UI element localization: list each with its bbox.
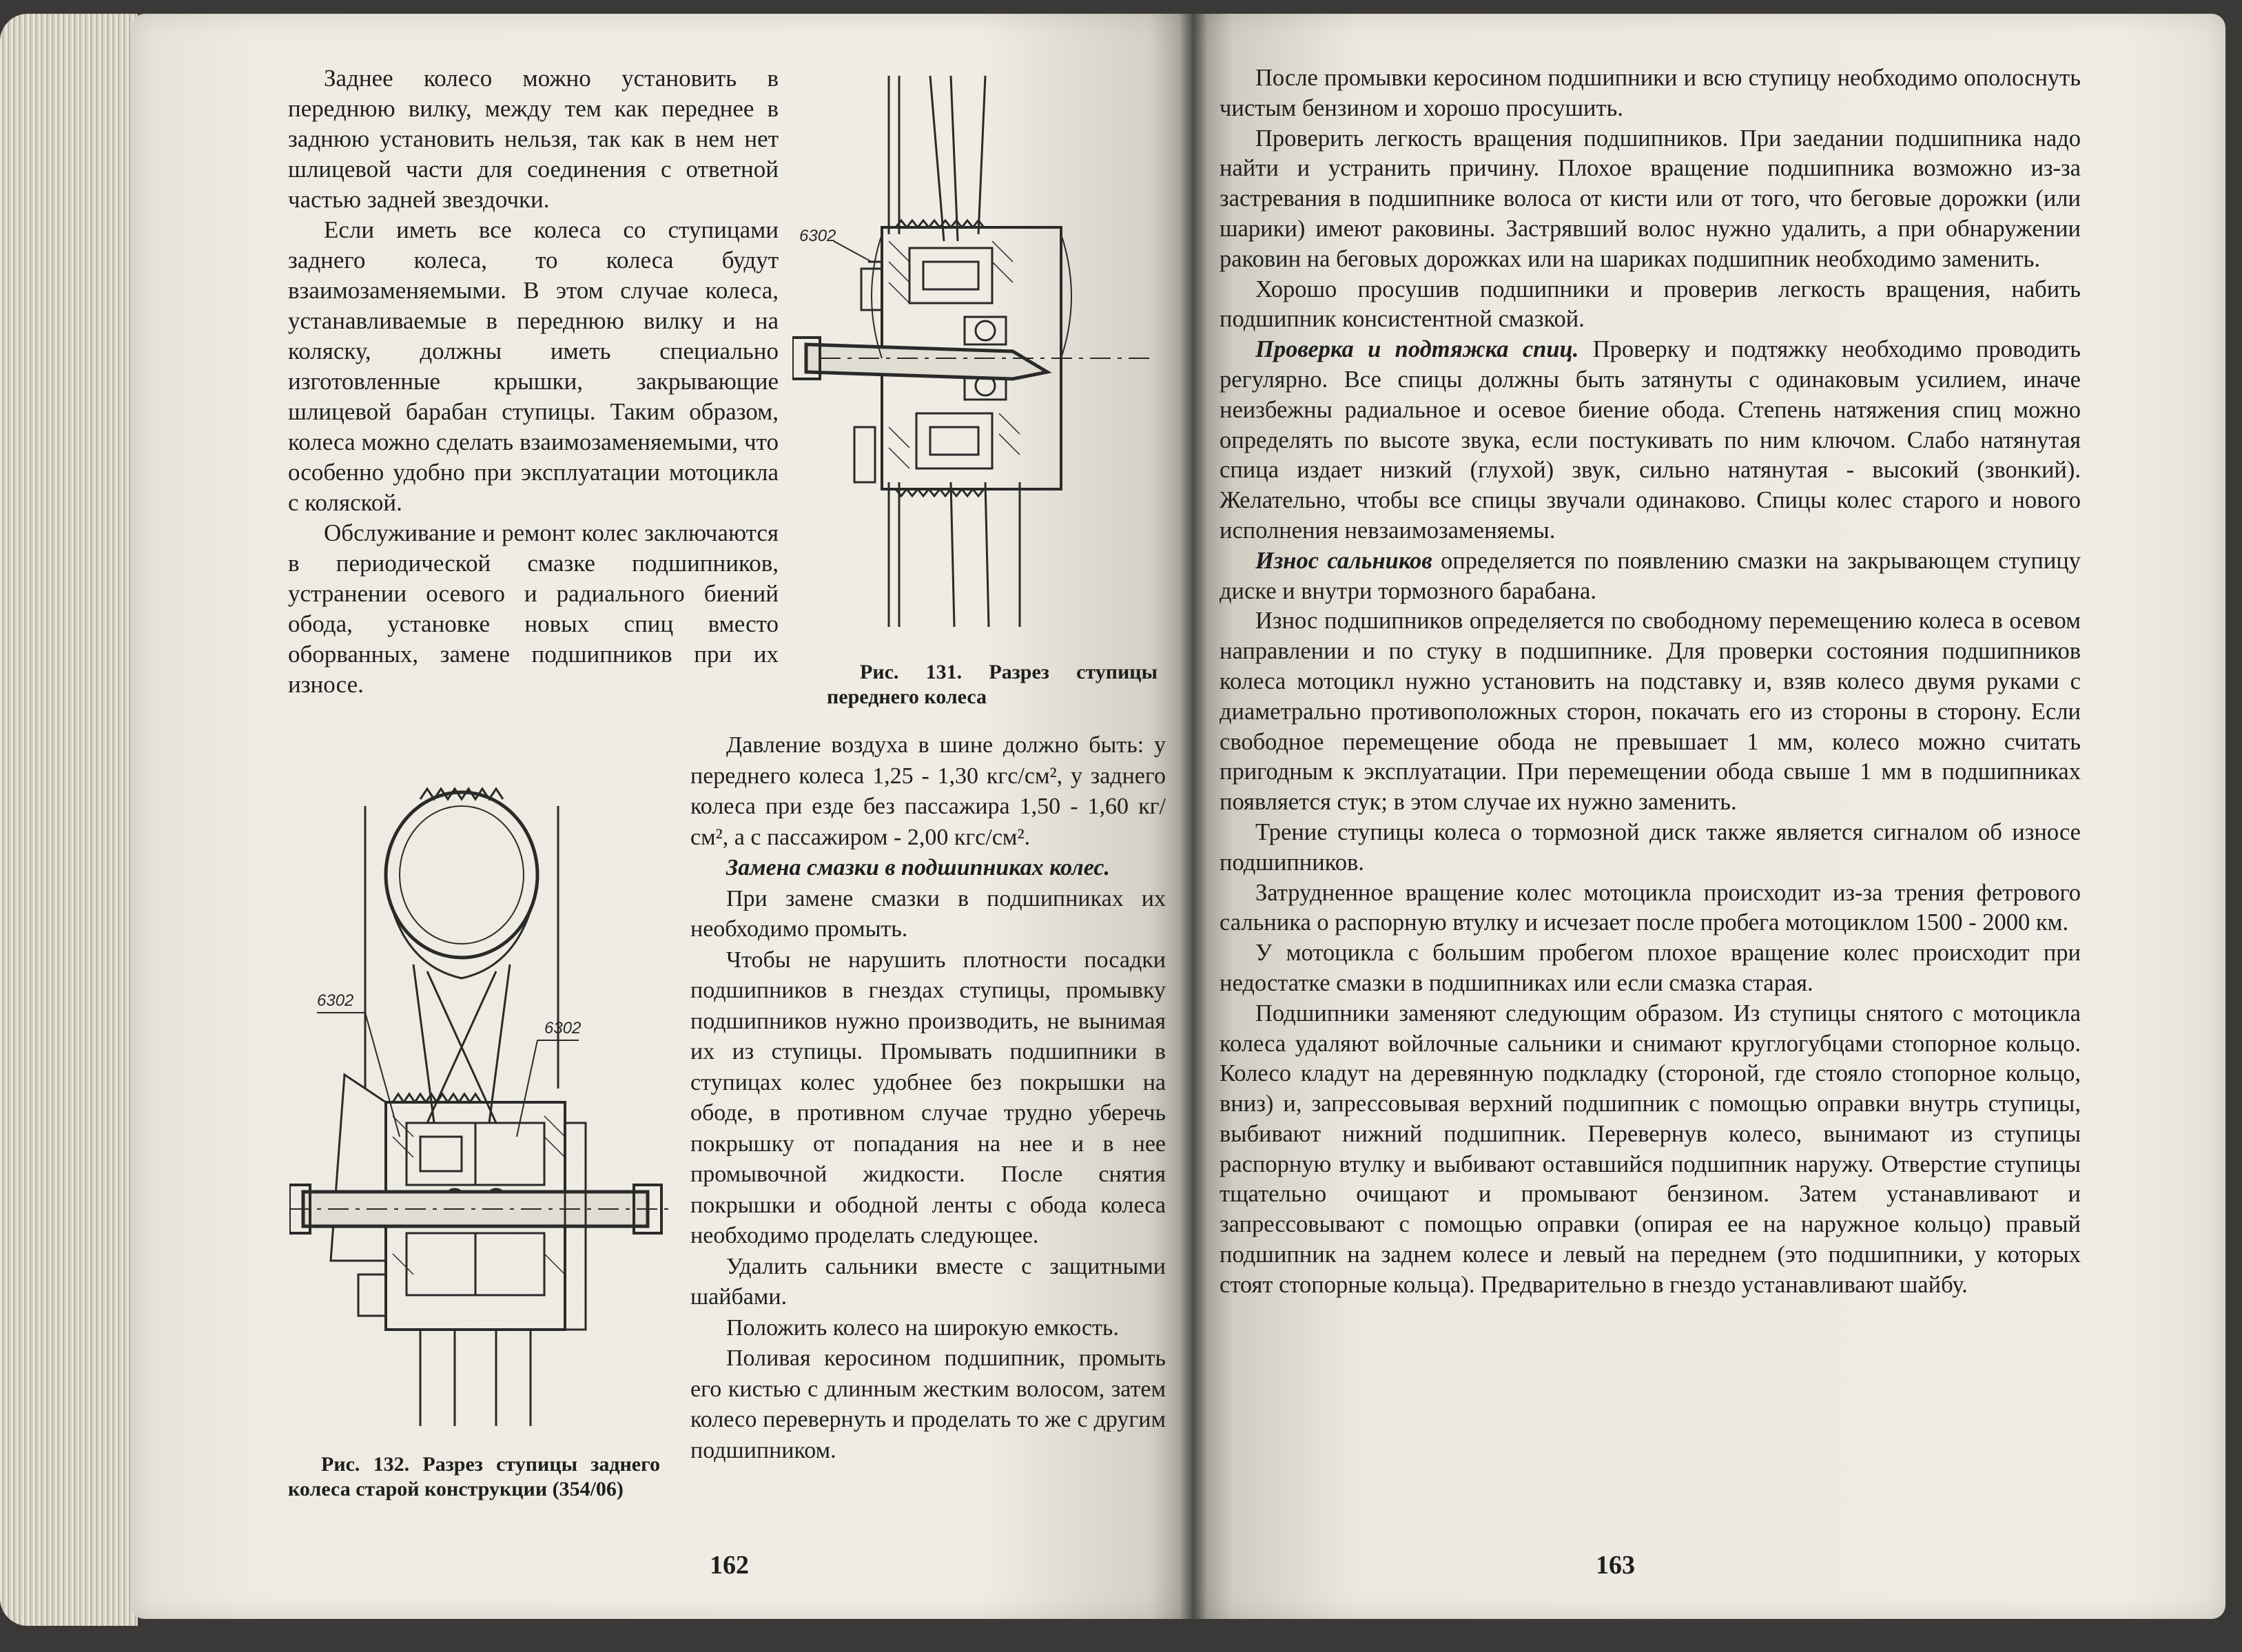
left-para-5: При замене смазки в подшипниках их необходимо промыть. bbox=[690, 885, 1166, 942]
figure-131-caption-text: Рис. 131. Разрез ступицы переднего колеса bbox=[827, 661, 1158, 708]
left-para-3: Обслуживание и ремонт колес заключаются в периодической смазке подшипников, устранении осевого и радиального биений обода, установке новых спиц вместо оборванных, замене подшипников при их износе. bbox=[288, 519, 779, 698]
left-para-2: Если иметь все колеса со ступицами заднего колеса, то колеса будут взаимозаменяемыми. В этом случае колеса, устанавливаемые в переднюю вилку и на коляску, должны иметь специально изготовленные крышки, закрывающие шлицевой барабан ступицы. Таким образом, колеса можно сделать взаимозаменяемыми, что особенно удобно при эксплуатации мотоцикла с коляской. bbox=[288, 216, 779, 516]
left-para-8: Положить колесо на широкую емкость. bbox=[726, 1314, 1119, 1341]
figure-131-front-hub bbox=[792, 69, 1151, 634]
figure-131-bearing-label: 6302 bbox=[799, 227, 836, 245]
figure-131-drawing bbox=[792, 69, 1151, 634]
left-para-7: Удалить сальники вместе с защитными шайбами. bbox=[690, 1253, 1166, 1310]
book-gutter bbox=[1180, 14, 1207, 1619]
right-para-8: Затрудненное вращение колес мотоцикла происходит из-за трения фетрового сальника о распорную втулку и исчезает после пробега мотоциклом 1500 - 2000 км. bbox=[1220, 879, 2081, 936]
right-para-9: У мотоцикла с большим пробегом плохое вращение колес происходит при недостатке смазки в подшипниках или если смазка старая. bbox=[1220, 940, 2081, 996]
heading-grease-replacement: Замена смазки в подшипниках колес. bbox=[726, 855, 1110, 880]
right-text-column bbox=[1220, 63, 2081, 1301]
page-number-left: 162 bbox=[710, 1551, 749, 1580]
right-para-2: Проверить легкость вращения подшипников. При заедании подшипника надо найти и устранить причину. Плохое вращение подшипника возможно из-за застревания в подшипнике волоса от кисти или от того, что беговые дорожки (или шарики) имеют раковины. Застрявший волос нужно удалить, а при обнаружении раковин на беговых дорожках или на шариках подшипник необходимо заменить. bbox=[1220, 125, 2081, 272]
left-para-1: Заднее колесо можно установить в переднюю вилку, между тем как переднее в заднюю установить нельзя, так как в нем нет шлицевой части для соединения с ответной частью задней звездочки. bbox=[288, 65, 779, 213]
left-para-4: Давление воздуха в шине должно быть: у переднего колеса 1,25 - 1,30 кгс/см², у заднего колеса при езде без пассажира 1,50 - 1,60 кг/см², а с пассажиром - 2,00 кгс/см². bbox=[690, 732, 1166, 850]
figure-131-caption bbox=[827, 660, 1158, 710]
right-para-4: Проверку и подтяжку необходимо проводить регулярно. Все спицы должны быть затянуты с одинаковым усилием, иначе неизбежны радиальное и осевое биение обода. Степень натяжения спиц можно определять по высоте звука, если постукивать по ним ключом. Слабо натянутая спица издает низкий (глухой) звук, сильно натянутая - высокий (звонкий). Желательно, чтобы все спицы звучали одинаково. Спицы колес старого и нового исполнения невзаимозаменяемы. bbox=[1220, 336, 2081, 544]
heading-spokes: Проверка и подтяжка спиц. bbox=[1255, 336, 1579, 363]
figure-132-bearing-label-right: 6302 bbox=[544, 1019, 582, 1037]
figure-132-rear-hub bbox=[289, 778, 675, 1433]
figure-132-caption-text: Рис. 132. Разрез ступицы заднего колеса старой конструкции (354/06) bbox=[288, 1453, 660, 1500]
left-text-top bbox=[288, 63, 779, 700]
figure-132-caption bbox=[288, 1452, 660, 1502]
right-para-3: Хорошо просушив подшипники и проверив легкость вращения, набить подшипник консистентной смазкой. bbox=[1220, 276, 2081, 333]
page-edges bbox=[0, 14, 138, 1626]
left-para-9: Поливая керосином подшипник, промыть его кистью с длинным жестким волосом, затем колесо перевернуть и проделать то же с другим подшипником. bbox=[690, 1345, 1166, 1463]
figure-132-bearing-label-left: 6302 bbox=[317, 991, 354, 1010]
right-para-5-wrapper bbox=[1220, 546, 2081, 607]
right-para-5: определяется по появлению смазки на закрывающем ступицу диске и внутри тормозного барабана. bbox=[1220, 547, 2081, 604]
right-para-10: Подшипники заменяют следующим образом. Из ступицы снятого с мотоцикла колеса удаляют войлочные сальники и снимают круглогубцами стопорное кольцо. Колесо кладут на деревянную подкладку (стороной, где стояло стопорное кольцо, вниз) и, запрессовывая верхний подшипник с помощью оправки внутрь ступицы, выбивают нижний подшипник. Перевернув колесо, вынимают из ступицы распорную втулку и выбивают оставшийся подшипник наружу. Отверстие ступицы тщательно очищают и промывают бензином. Затем устанавливают и запрессовывают с помощью оправки (опирая ее на наружное кольцо) правый подшипник на заднем колесе и левый на переднем (это подшипники, у которых стоят стопорные кольца). Предварительно в гнездо устанавливают шайбу. bbox=[1220, 1000, 2081, 1298]
heading-seal-wear: Износ сальников bbox=[1255, 547, 1432, 574]
page-number-right: 163 bbox=[1596, 1551, 1635, 1580]
right-para-6: Износ подшипников определяется по свободному перемещению колеса в осевом направлении и по стуку в подшипнике. Для проверки состояния подшипников колеса мотоцикл нужно установить на подставку и, взяв колесо двумя руками с диаметрально противоположных сторон, покачать его из стороны в сторону. Если свободное перемещение обода не превышает 1 мм, колесо можно считать пригодным к эксплуатации. При перемещении обода свыше 1 мм в подшипниках появляется стук; в этом случае их нужно заменить. bbox=[1220, 608, 2081, 816]
right-para-1: После промывки керосином подшипники и всю ступицу необходимо ополоснуть чистым бензином и хорошо просушить. bbox=[1220, 65, 2081, 121]
right-para-4-wrapper bbox=[1220, 335, 2081, 546]
figure-132-drawing bbox=[289, 778, 675, 1433]
right-para-7: Трение ступицы колеса о тормозной диск также является сигналом об износе подшипников. bbox=[1220, 818, 2081, 876]
left-text-column bbox=[690, 730, 1166, 1466]
left-para-6: Чтобы не нарушить плотности посадки подшипников в гнездах ступицы, промывку подшипников нужно производить, не вынимая их из ступицы. Промывать подшипники в ступицах колес удобнее без покрышки на ободе, в противном случае трудно уберечь покрышку от попадания на нее и в нее промывочной жидкости. После снятия покрышки и ободной ленты с обода колеса необходимо проделать следующее. bbox=[690, 947, 1166, 1248]
